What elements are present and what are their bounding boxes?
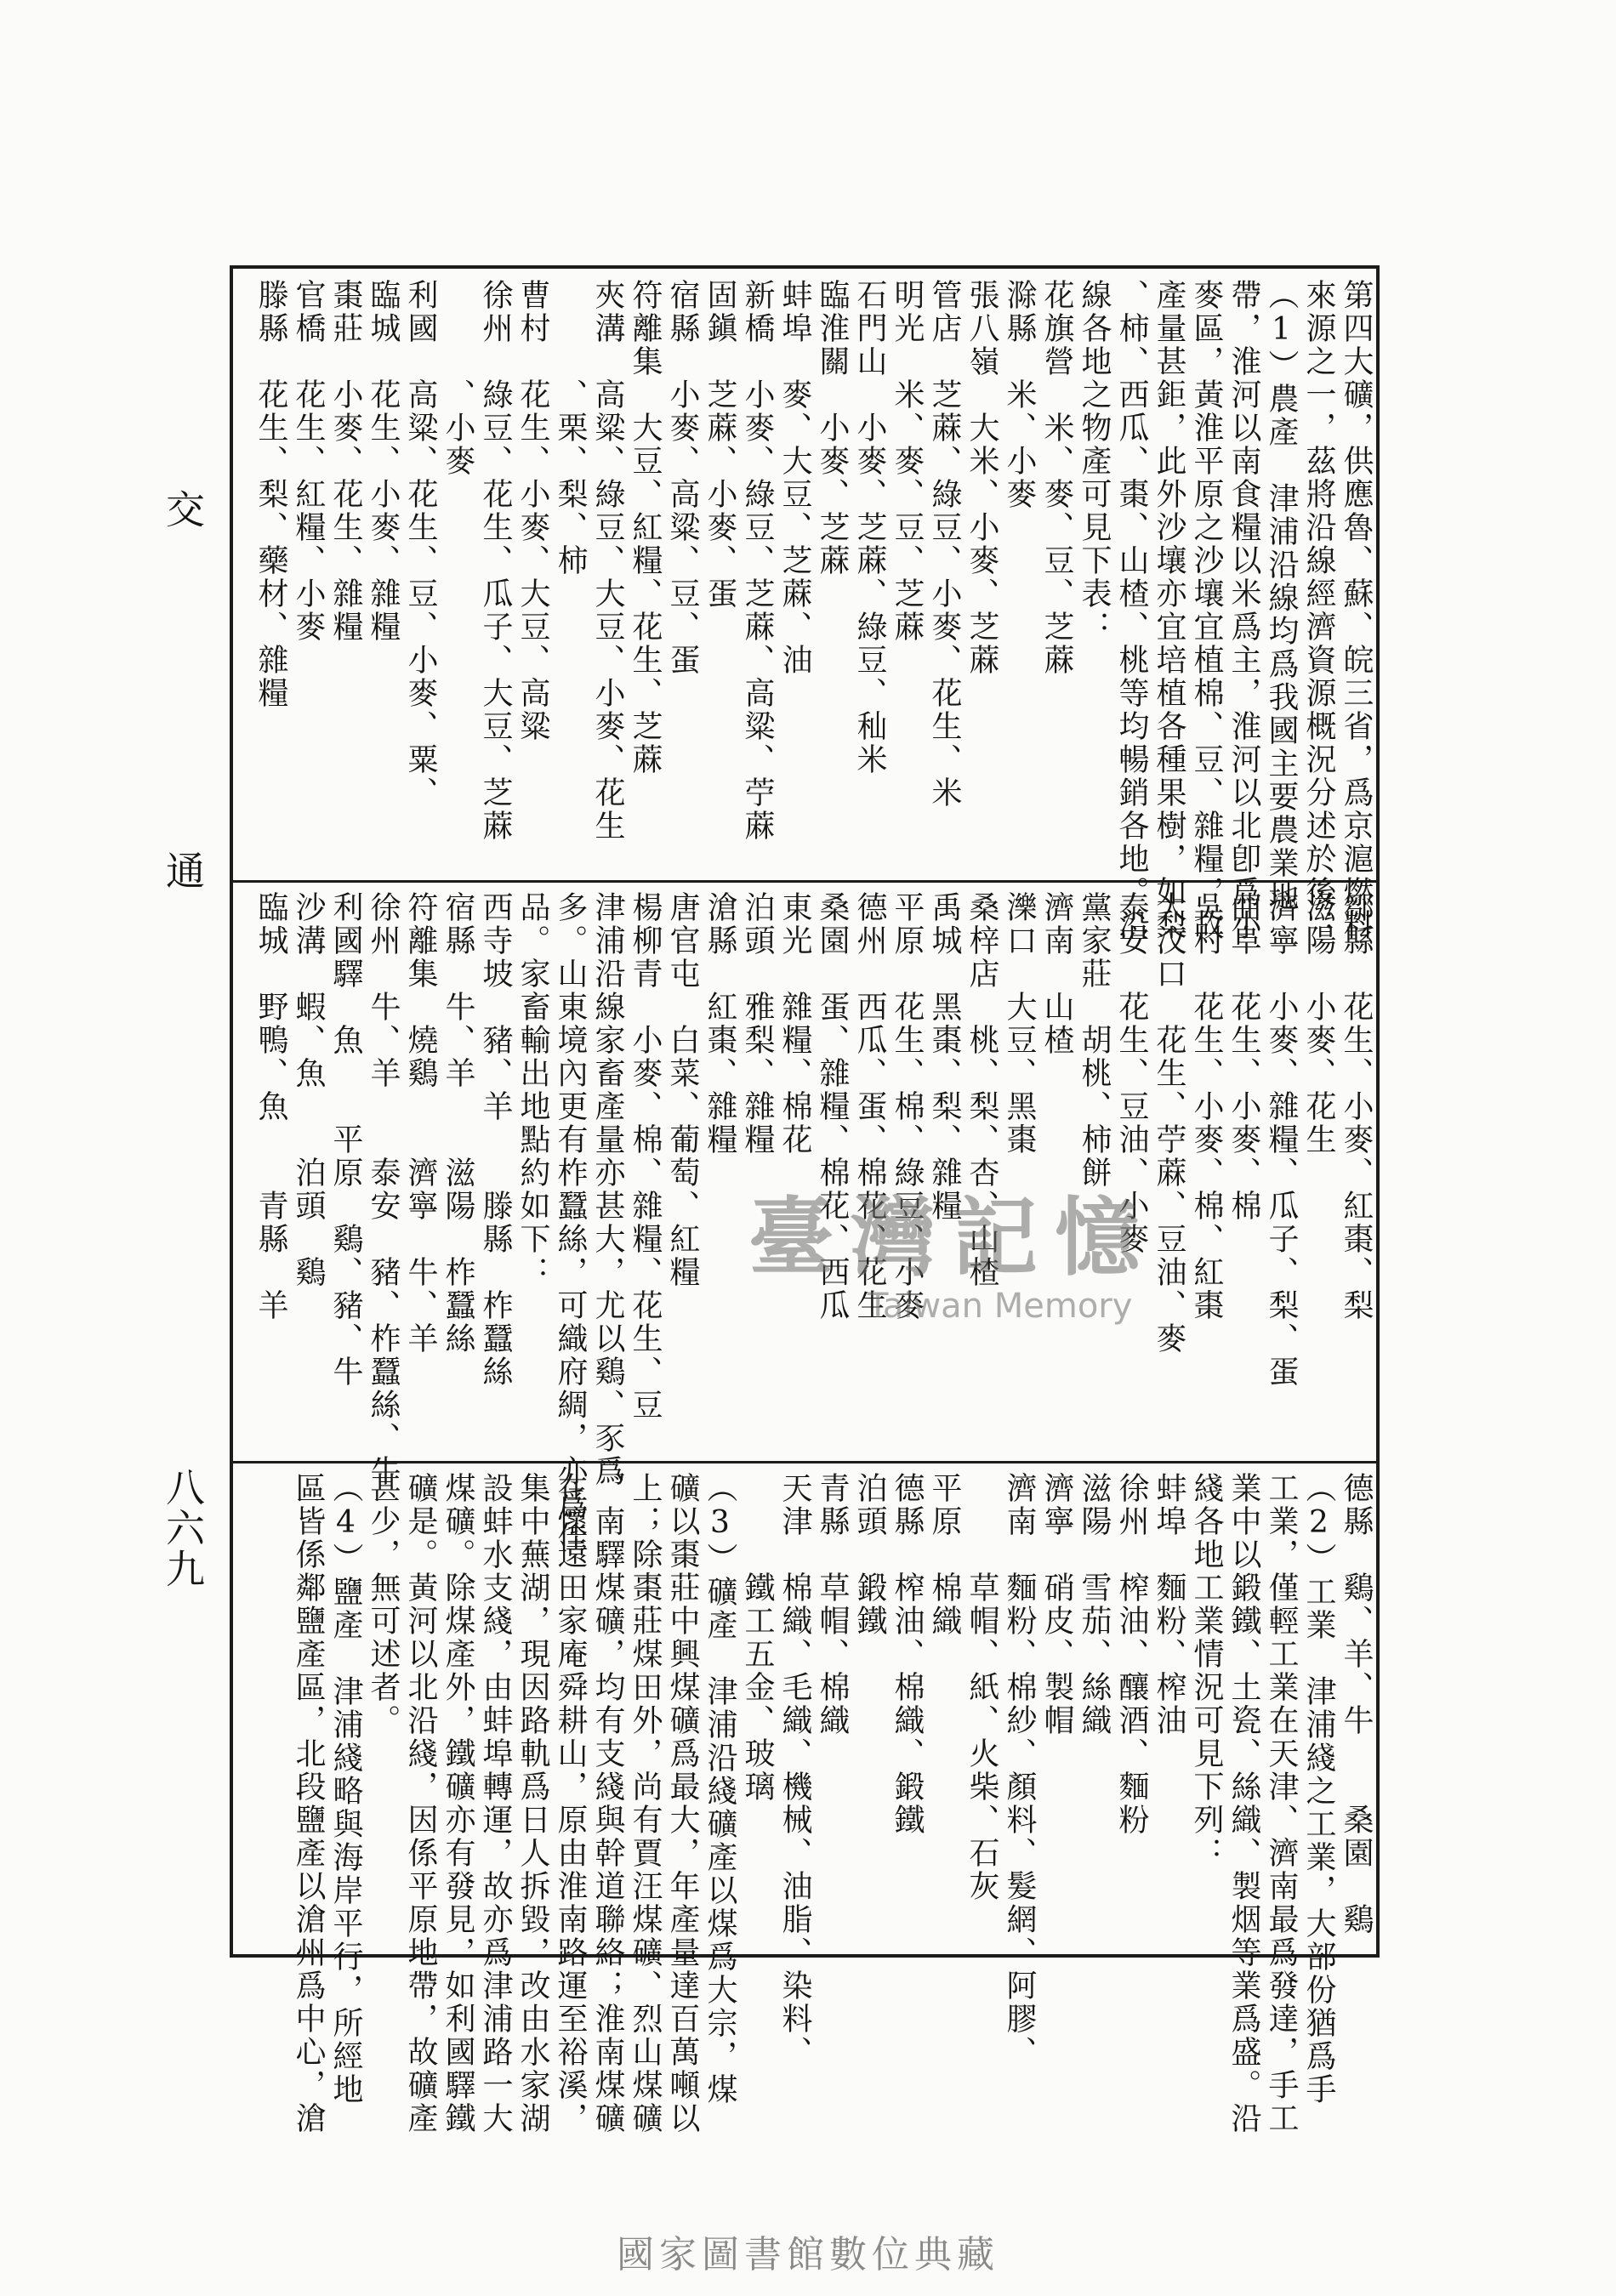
- text-line: 礦是。黃河以北沿綫，因係平原地帶，故礦產: [403, 1472, 438, 2135]
- text-line: 符離集 燒鷄 濟寧 牛、羊: [403, 891, 438, 1355]
- watermark: [748, 1169, 1157, 1326]
- text-line: 津浦沿線家畜產量亦甚大，尤以鷄、豕爲: [590, 891, 625, 1488]
- text-line: 官橋 花生、紅糧、小麥: [291, 279, 326, 644]
- text-line: 管店 芝蔴、綠豆、小麥、花生、米: [927, 279, 962, 810]
- text-line: 固鎭 芝蔴、小麥、蛋: [703, 279, 737, 611]
- text-line: 德縣 榨油、棉織、鍛鐵: [890, 1472, 925, 1837]
- text-line: 禹城 黑棗、梨、雜糧: [927, 891, 962, 1223]
- text-line: 蚌埠 麥、大豆、芝蔴、油: [777, 279, 812, 677]
- text-line: 臨淮關 小麥、芝蔴: [815, 279, 850, 577]
- text-line: 石門山 小麥、芝蔴、綠豆、秈米: [852, 279, 887, 776]
- text-line: 集中蕪湖，現因路軌爲日人拆毀，改由水家湖: [515, 1472, 550, 2135]
- text-line: 臨城 野鴨、魚 青縣 羊: [253, 891, 288, 1322]
- text-line: 煤礦。除煤產外，鐵礦亦有發見，如利國驛鐵: [441, 1472, 475, 2135]
- text-line: 徐州 牛、羊 泰安 豬、柞蠶絲、牛: [366, 891, 401, 1488]
- text-line: 麥區，黃淮平原之沙壤宜植棉、豆、雜糧，故: [1189, 279, 1224, 942]
- text-line: 業中以鍛鐵、土瓷、絲織、製烟等業爲盛。沿: [1226, 1472, 1261, 2135]
- text-section-agriculture: [235, 270, 1374, 942]
- text-line: 桑園 蛋、雜糧、棉花、西瓜: [815, 891, 850, 1322]
- text-line: 區皆係鄰鹽產區，北段鹽產以滄州爲中心，滄: [291, 1472, 326, 2135]
- text-line: 滄縣 紅棗、雜糧: [703, 891, 737, 1157]
- text-line: 濟寧 硝皮、製帽: [1039, 1472, 1074, 1737]
- text-line: 曹村 花生、小麥、大豆、高粱: [515, 279, 550, 743]
- running-title-char-2: 通: [160, 850, 206, 891]
- text-line: 滋陽 小麥、花生: [1301, 891, 1336, 1157]
- footer-collection-label: 國家圖書館數位典藏: [617, 2233, 999, 2276]
- text-line: 利國 高粱、花生、豆、小麥、粟、: [403, 279, 438, 810]
- text-line: 曲阜 花生、小麥、棉: [1226, 891, 1261, 1223]
- text-line: 張八嶺 大米、小麥、芝蔴: [964, 279, 999, 677]
- text-line: 上；除棗莊煤田外，尚有賈汪煤礦、烈山煤礦: [628, 1472, 663, 2135]
- text-line: 第四大礦，供應魯、蘇、皖三省，爲京滬燃料: [1339, 279, 1374, 942]
- text-line: 濼口 大豆、黑棗: [1002, 891, 1037, 1157]
- text-line: 桑梓店 桃、梨、杏、山楂: [964, 891, 999, 1289]
- text-line: 濟寧 小麥、雜糧、瓜子、梨、蛋: [1264, 891, 1299, 1389]
- text-line: （2）工業 津浦綫之工業，大部份猶爲手: [1301, 1472, 1336, 2106]
- text-line: 臨城 花生、小麥、雜糧: [366, 279, 401, 644]
- text-line: 濟南 麵粉、棉紗、顏料、髮網、阿膠、: [1002, 1472, 1037, 2069]
- text-line: 、小麥: [441, 279, 475, 478]
- text-line: （3）礦產 津浦沿綫礦產以煤爲大宗，煤: [703, 1472, 737, 2106]
- text-line: 大汶口 花生、苧蔴、豆油、麥: [1152, 891, 1186, 1355]
- text-line: 甚少，無可述者。: [366, 1472, 401, 1737]
- text-line: 在懷遠田家庵舜耕山，原由淮南路運至裕溪，: [553, 1472, 588, 2135]
- text-line: 新橋 小麥、綠豆、芝蔴、高粱、苧蔴: [740, 279, 775, 843]
- text-line: 蚌埠 麵粉、榨油: [1152, 1472, 1186, 1737]
- text-line: （1）農產 津浦沿線均爲我國主要農業地: [1264, 279, 1299, 913]
- text-line: 鐵工五金、玻璃: [740, 1472, 775, 1804]
- text-line: 滕縣 花生、梨、藥材、雜糧: [253, 279, 288, 710]
- text-line: 德州 西瓜、蛋、棉花、花生: [852, 891, 887, 1322]
- text-line: 西寺坡 豬、羊 滕縣 柞蠶絲: [478, 891, 513, 1389]
- text-line: 、南驛煤礦，均有支綫與幹道聯絡；淮南煤礦: [590, 1472, 625, 2135]
- text-line: 、栗、梨、柿: [553, 279, 588, 577]
- text-line: 多。山東境內更有柞蠶絲，可織府綢，亦爲佳: [553, 891, 588, 1554]
- text-line: 礦以棗莊中興煤礦爲最大，年產量達百萬噸以: [665, 1472, 700, 2135]
- text-line: 草帽、紙、火柴、石灰: [964, 1472, 999, 1903]
- text-line: 品。家畜輸出地點約如下：: [515, 891, 550, 1289]
- text-line: 沙溝 蝦、魚 泊頭 鷄: [291, 891, 326, 1289]
- text-line: 明光 米、麥、豆、芝蔴: [890, 279, 925, 644]
- text-line: 花旗營 米、麥、豆、芝蔴: [1039, 279, 1074, 677]
- text-section-industry-mining: [235, 1463, 1374, 2135]
- text-line: 來源之一，茲將沿線經濟資源概況分述於後：: [1301, 279, 1336, 942]
- text-line: 宿縣 牛、羊 滋陽 柞蠶絲: [441, 891, 475, 1355]
- text-line: 帶，淮河以南食糧以米爲主，淮河以北卽爲小: [1226, 279, 1261, 942]
- text-line: 滋陽 雪茄、絲織: [1077, 1472, 1112, 1737]
- text-line: 綫各地工業情況可見下列：: [1189, 1472, 1224, 1870]
- text-line: 黨家莊 胡桃、柿餅: [1077, 891, 1112, 1190]
- text-line: 設蚌水支綫，由蚌埠轉運，故亦爲津浦路一大: [478, 1472, 513, 2135]
- text-line: 楊柳青 小麥、棉、雜糧、花生、豆: [628, 891, 663, 1422]
- running-title-char-1: 交: [160, 489, 206, 530]
- text-line: 徐州 榨油、釀酒、麵粉: [1114, 1472, 1149, 1837]
- text-line: 唐官屯 白菜、葡萄、紅糧: [665, 891, 700, 1289]
- text-line: 鄒縣 花生、小麥、紅棗、梨: [1339, 891, 1374, 1322]
- text-line: 泰安 花生、豆油、小麥: [1114, 891, 1149, 1256]
- text-line: 、柿、西瓜、棗、山楂、桃等均暢銷各地。沿: [1114, 279, 1149, 942]
- text-line: 濟南 山楂: [1039, 891, 1074, 1057]
- text-line: 棗莊 小麥、花生、雜糧: [328, 279, 363, 644]
- text-line: 產量甚鉅，此外沙壤亦宜培植各種果樹，如梨: [1152, 279, 1186, 942]
- text-line: 夾溝 高粱、綠豆、大豆、小麥、花生: [590, 279, 625, 843]
- text-line: 天津 棉織、毛織、機械、油脂、染料、: [777, 1472, 812, 2069]
- text-line: 利國驛 魚 平原 鷄、豬、牛: [328, 891, 363, 1389]
- text-line: 滁縣 米、小麥: [1002, 279, 1037, 511]
- text-line: 青縣 草帽、棉織: [815, 1472, 850, 1737]
- text-line: 符離集 大豆、紅糧、花生、芝蔴: [628, 279, 663, 776]
- page-number: 八六九: [160, 1467, 206, 1589]
- text-line: 吳村 花生、小麥、棉、紅棗: [1189, 891, 1224, 1322]
- text-line: 泊頭 鍛鐵: [852, 1472, 887, 1638]
- text-line: 線各地之物產可見下表：: [1077, 279, 1112, 644]
- text-line: 平原 棉織: [927, 1472, 962, 1638]
- text-line: 宿縣 小麥、高粱、豆、蛋: [665, 279, 700, 677]
- text-line: 工業，僅輕工業在天津、濟南最爲發達，手工: [1264, 1472, 1299, 2135]
- text-line: 東光 雜糧、棉花: [777, 891, 812, 1157]
- watermark-english: Taiwan Memory: [868, 1287, 1133, 1326]
- text-line: 徐州 綠豆、花生、瓜子、大豆、芝蔴: [478, 279, 513, 843]
- text-line: 平原 花生、棉、綠豆、小麥: [890, 891, 925, 1322]
- text-line: 德縣 鷄、羊、牛 桑園 鷄: [1339, 1472, 1374, 1936]
- text-line: （4）鹽產 津浦綫略與海岸平行，所經地: [328, 1472, 363, 2106]
- text-line: 泊頭 雅梨、雜糧: [740, 891, 775, 1157]
- watermark-chinese: 臺灣記憶: [748, 1188, 1157, 1287]
